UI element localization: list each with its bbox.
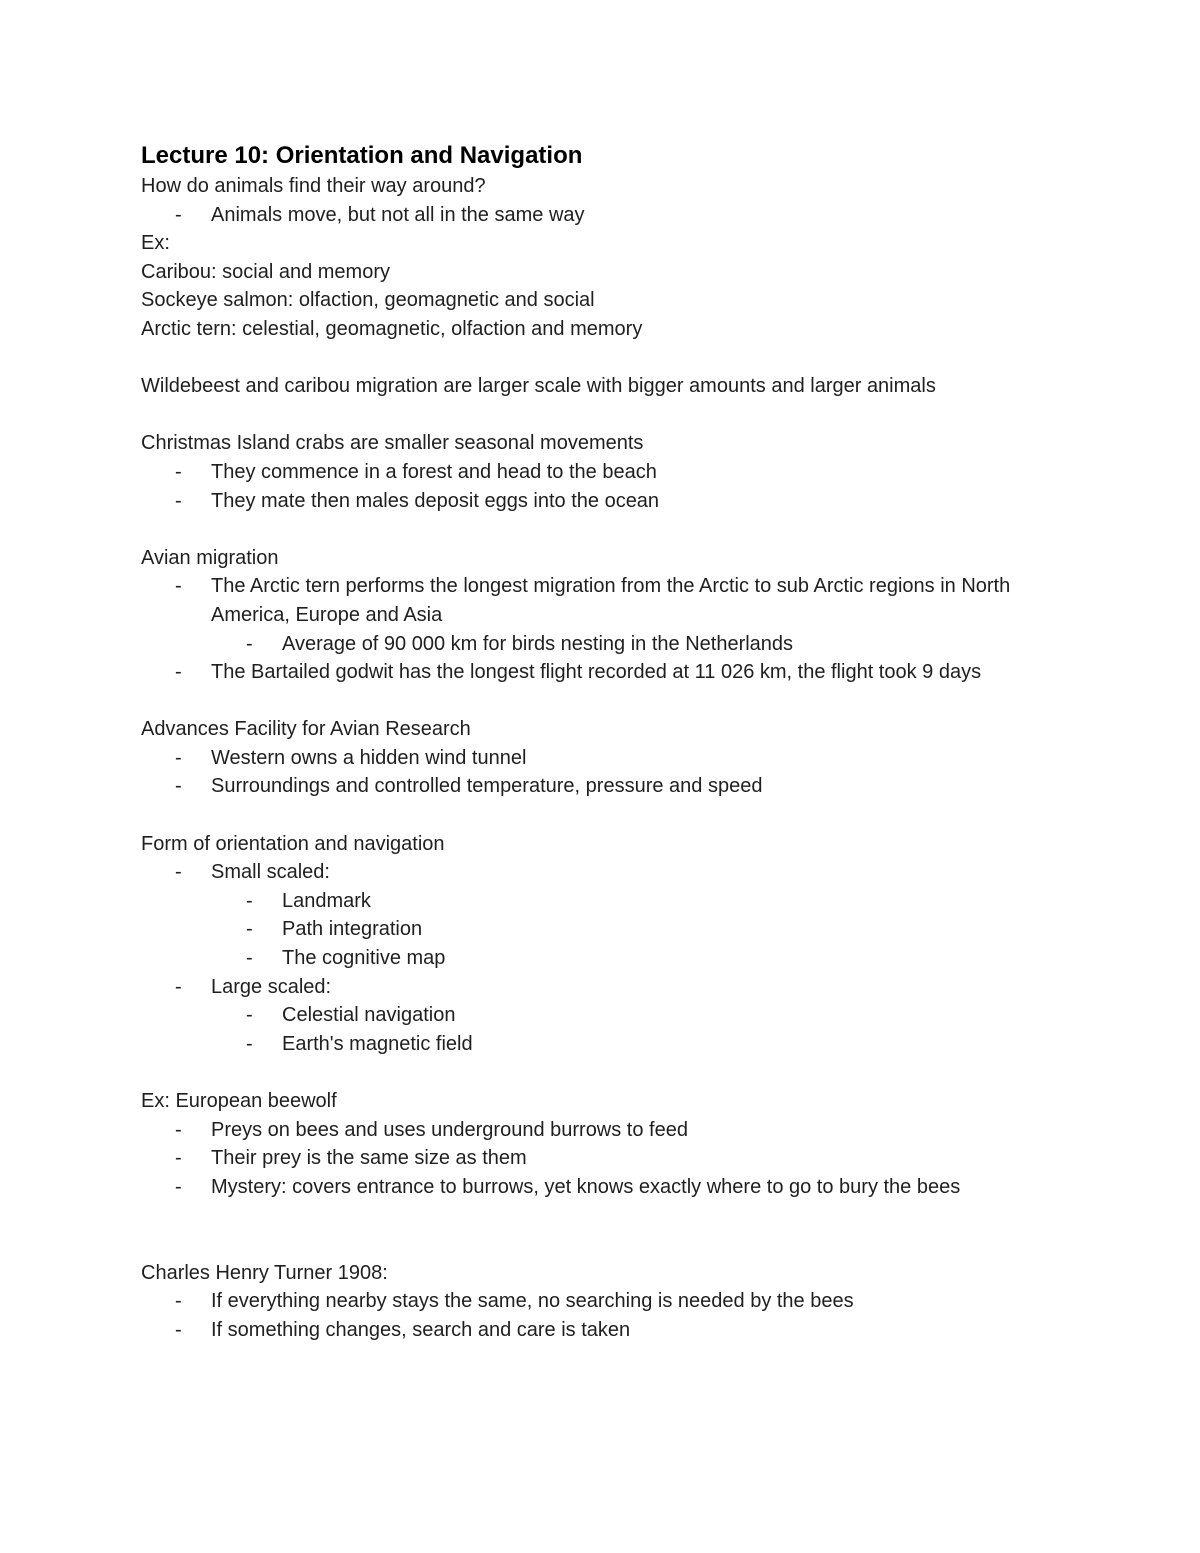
list-item: - If everything nearby stays the same, no searching is needed by the bees <box>141 1287 1101 1316</box>
list-item: - They mate then males deposit eggs into the ocean <box>141 487 1101 516</box>
facility-heading: Advances Facility for Avian Research <box>141 718 471 741</box>
bullet-dash: - <box>246 889 253 912</box>
list-item: - Large scaled: <box>141 973 1101 1002</box>
list-item: - The cognitive map <box>141 944 1101 973</box>
list-item: - Path integration <box>141 915 1101 944</box>
wildebeest-line: Wildebeest and caribou migration are larger scale with bigger amounts and larger animals <box>141 375 936 398</box>
spacer <box>141 1201 1101 1230</box>
forms-heading: Form of orientation and navigation <box>141 832 445 855</box>
list-item: - Small scaled: <box>141 858 1101 887</box>
list-item: - Animals move, but not all in the same way <box>141 201 1101 230</box>
list-item: - If something changes, search and care is taken <box>141 1316 1101 1345</box>
beewolf-heading: Ex: European beewolf <box>141 1090 337 1112</box>
list-item: - The Arctic tern performs the longest migration from the Arctic to sub Arctic regions in North America, Europe and Asia <box>141 572 1031 629</box>
avian-heading: Avian migration <box>141 546 279 569</box>
bullet-dash: - <box>246 1032 253 1055</box>
list-item: - Their prey is the same size as them <box>141 1144 1101 1173</box>
list-item: - Earth's magnetic field <box>141 1030 1101 1059</box>
page-title: Lecture 10: Orientation and Navigation <box>141 142 583 169</box>
list-item: - Surroundings and controlled temperature, pressure and speed <box>141 772 1101 801</box>
list-item: - The Bartailed godwit has the longest flight recorded at 11 026 km, the flight took 9 days <box>141 658 1101 687</box>
spacer <box>141 515 1101 544</box>
bullet-dash: - <box>246 947 253 970</box>
bullet-dash: - <box>175 1147 182 1170</box>
bullet-dash: - <box>175 1290 182 1313</box>
bullet-dash: - <box>246 1004 253 1027</box>
spacer <box>141 401 1101 430</box>
list-item: - Preys on bees and uses underground burrows to feed <box>141 1116 1101 1145</box>
bullet-dash: - <box>175 775 182 798</box>
spacer <box>141 1058 1101 1087</box>
list-item: - Celestial navigation <box>141 1001 1101 1030</box>
bullet-dash: - <box>246 918 253 941</box>
crabs-heading: Christmas Island crabs are smaller seasonal movements <box>141 432 644 455</box>
list-item: - Landmark <box>141 887 1101 916</box>
bullet-dash: - <box>175 746 182 769</box>
bullet-dash: - <box>175 975 182 998</box>
list-item: - They commence in a forest and head to the beach <box>141 458 1101 487</box>
spacer <box>141 801 1101 830</box>
list-item: - Mystery: covers entrance to burrows, yet knows exactly where to go to bury the bees <box>141 1173 1101 1202</box>
bullet-dash: - <box>246 632 253 655</box>
list-item: - Western owns a hidden wind tunnel <box>141 744 1101 773</box>
document-page <box>141 140 1101 1344</box>
ex-label: Ex: <box>141 232 170 255</box>
spacer <box>141 687 1101 716</box>
bullet-dash: - <box>175 203 182 226</box>
list-item: - Average of 90 000 km for birds nesting in the Netherlands <box>141 630 1101 659</box>
tern-line: Arctic tern: celestial, geomagnetic, olfaction and memory <box>141 317 643 340</box>
spacer <box>141 1230 1101 1259</box>
spacer <box>141 344 1101 373</box>
turner-heading: Charles Henry Turner 1908: <box>141 1261 388 1284</box>
bullet-dash: - <box>175 661 182 684</box>
bullet-dash: - <box>175 575 182 598</box>
salmon-line: Sockeye salmon: olfaction, geomagnetic and social <box>141 289 595 312</box>
bullet-dash: - <box>175 1175 182 1198</box>
bullet-dash: - <box>175 489 182 512</box>
intro-question: How do animals find their way around? <box>141 175 486 197</box>
bullet-dash: - <box>175 861 182 884</box>
bullet-dash: - <box>175 460 182 483</box>
bullet-dash: - <box>175 1118 182 1141</box>
caribou-line: Caribou: social and memory <box>141 260 390 283</box>
bullet-dash: - <box>175 1318 182 1341</box>
